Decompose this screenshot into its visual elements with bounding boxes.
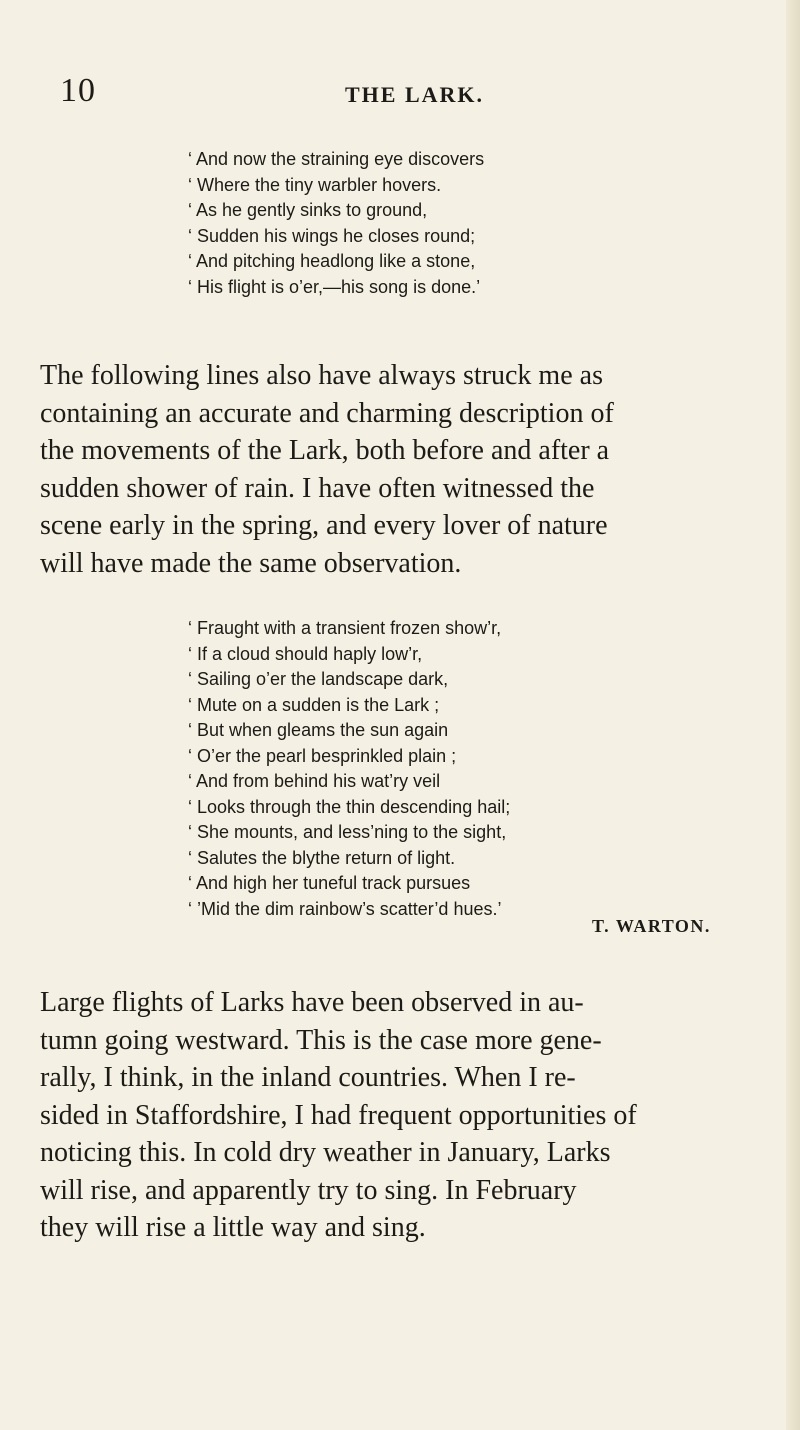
paragraph-2 — [40, 984, 762, 1247]
page-edge — [786, 0, 800, 1430]
page-number: 10 — [60, 72, 96, 109]
verse-line: ‘ Fraught with a transient frozen show’r, — [188, 618, 502, 638]
paragraph-line: sided in Staffordshire, I had frequent opportunities of — [40, 1099, 637, 1131]
paragraph-line: they will rise a little way and sing. — [40, 1212, 426, 1243]
verse-line: ‘ O’er the pearl besprinkled plain ; — [188, 745, 457, 766]
verse-line: ‘ Looks through the thin descending hail; — [188, 796, 511, 817]
paragraph-line: tumn going westward. This is the case more gene- — [40, 1024, 602, 1056]
running-head: THE LARK. — [345, 82, 485, 107]
verse-line: ‘ She mounts, and less’ning to the sight, — [188, 822, 507, 842]
verse-line: ‘ And from behind his wat’ry veil — [188, 771, 441, 791]
paragraph-line: will have made the same observation. — [40, 547, 462, 579]
paragraph-line: containing an accurate and charming description of — [40, 397, 614, 429]
verse-line: ‘ His flight is o’er,—his song is done.’ — [188, 276, 481, 297]
verse-line: ‘ Sailing o’er the landscape dark, — [188, 669, 449, 689]
verse-block-2 — [188, 616, 510, 922]
paragraph-1 — [40, 357, 762, 582]
paragraph-line: sudden shower of rain. I have often witnessed the — [40, 472, 595, 504]
paragraph-line: the movements of the Lark, both before and after a — [40, 435, 610, 466]
paragraph-line: The following lines also have always struck me as — [40, 360, 603, 391]
paragraph-line: noticing this. In cold dry weather in January, Larks — [40, 1137, 611, 1168]
paragraph-line: will rise, and apparently try to sing. In February — [40, 1174, 577, 1206]
verse-line: ‘ And high her tuneful track pursues — [188, 873, 471, 893]
verse-line: ‘ If a cloud should haply low’r, — [188, 643, 423, 664]
verse-line: ‘ Salutes the blythe return of light. — [188, 847, 456, 868]
paragraph-line: rally, I think, in the inland countries. When I re- — [40, 1062, 576, 1093]
verse-line: ‘ ’Mid the dim rainbow’s scatter’d hues.’ — [188, 898, 502, 919]
verse-line: ‘ But when gleams the sun again — [188, 720, 449, 740]
verse-line: ‘ Sudden his wings he closes round; — [188, 225, 476, 246]
verse-line: ‘ Where the tiny warbler hovers. — [188, 174, 442, 195]
verse-line: ‘ And now the straining eye discovers — [188, 149, 485, 169]
paragraph-line: scene early in the spring, and every lover of nature — [40, 510, 608, 541]
verse-block-1 — [188, 147, 484, 300]
verse-attribution: T. WARTON. — [592, 916, 711, 936]
paragraph-line: Large flights of Larks have been observed in au- — [40, 987, 584, 1018]
verse-line: ‘ And pitching headlong like a stone, — [188, 251, 476, 271]
verse-line: ‘ Mute on a sudden is the Lark ; — [188, 694, 440, 715]
verse-line: ‘ As he gently sinks to ground, — [188, 200, 428, 220]
